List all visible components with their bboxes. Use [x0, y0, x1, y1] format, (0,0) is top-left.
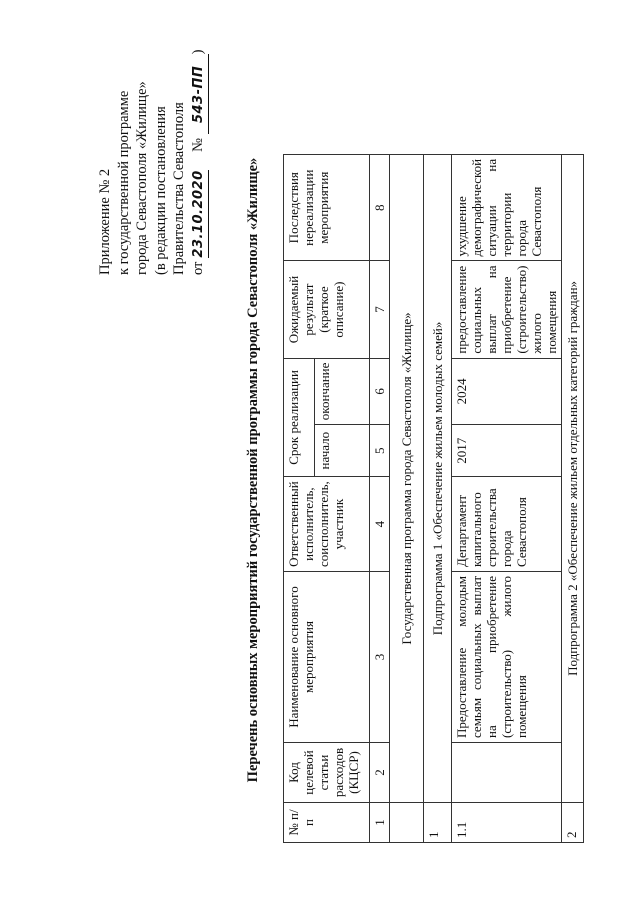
- column-number: 4: [370, 477, 390, 572]
- appendix-header: [96, 15, 209, 275]
- row-1-1-num: 1.1: [452, 803, 562, 843]
- column-number: 3: [370, 572, 390, 743]
- row-1-1: [452, 154, 562, 842]
- row-1-1-start: 2017: [452, 425, 562, 477]
- appendix-line: Правительства Севастополя: [171, 102, 187, 275]
- date-prefix: от: [189, 261, 206, 275]
- column-numbers-row: [370, 154, 390, 842]
- document-title: Перечень основных мероприятий государственной программы города Севастополя «Жилище»: [245, 157, 261, 783]
- row-1-1-code: [452, 743, 562, 803]
- program-row: [390, 154, 424, 842]
- header-period: Срок реализации: [284, 358, 315, 477]
- appendix-line: города Севастополя «Жилище»: [134, 81, 150, 275]
- subprogram-2-row: [562, 154, 584, 842]
- measures-table: [283, 154, 584, 843]
- row-1-1-responsible: Департамент капитального строительства города Севастополя: [452, 477, 562, 572]
- row-1-1-end: 2024: [452, 358, 562, 425]
- header-consequences: Последствия нереализации мероприятия: [284, 154, 370, 261]
- row-1-1-name: Предоставление молодым семьям социальных выплат на приобретение (строительство) жилого помещения: [452, 572, 562, 743]
- program-num-cell: [390, 803, 424, 843]
- header-result: Ожидаемый результат (краткое описание): [284, 261, 370, 358]
- number-prefix: №: [189, 138, 206, 152]
- subprogram-1-row: [424, 154, 452, 842]
- subprogram-2-title: Подпрограмма 2 «Обеспечение жильем отдельных категорий граждан»: [562, 154, 584, 802]
- column-number: 7: [370, 261, 390, 358]
- header-name: Наименование основного мероприятия: [284, 572, 370, 743]
- header-code: Код целевой статьи расходов (КЦСР): [284, 743, 370, 803]
- program-title: Государственная программа города Севастополя «Жилище»: [390, 154, 424, 802]
- subprogram-1-title: Подпрограмма 1 «Обеспечение жильем молодых семей»: [424, 154, 452, 802]
- appendix-line: к государственной программе: [115, 90, 132, 275]
- appendix-date-line: [189, 15, 210, 275]
- row-1-1-consequences: ухудшение демографической ситуации на территории города Севастополя: [452, 154, 562, 261]
- header-responsible: Ответственный исполнитель, соисполнитель, участник: [284, 477, 370, 572]
- column-number: 1: [370, 803, 390, 843]
- date-value: 23.10.2020: [190, 170, 210, 258]
- row-1-1-result: предоставление социальных выплат на приобретение (строительство) жилого помещения: [452, 261, 562, 358]
- number-suffix: ): [189, 49, 206, 55]
- column-number: 6: [370, 358, 390, 425]
- subprogram-1-num: 1: [424, 803, 452, 843]
- appendix-line: Приложение № 2: [97, 168, 113, 275]
- header-start: начало: [315, 425, 370, 477]
- column-number: 8: [370, 154, 390, 261]
- column-number: 5: [370, 425, 390, 477]
- appendix-line: (в редакции постановления: [152, 106, 169, 275]
- number-value: 543-ПП: [190, 54, 210, 134]
- column-number: 2: [370, 743, 390, 803]
- header-end: окончание: [315, 358, 370, 425]
- header-num: № п/п: [284, 803, 370, 843]
- subprogram-2-num: 2: [562, 803, 584, 843]
